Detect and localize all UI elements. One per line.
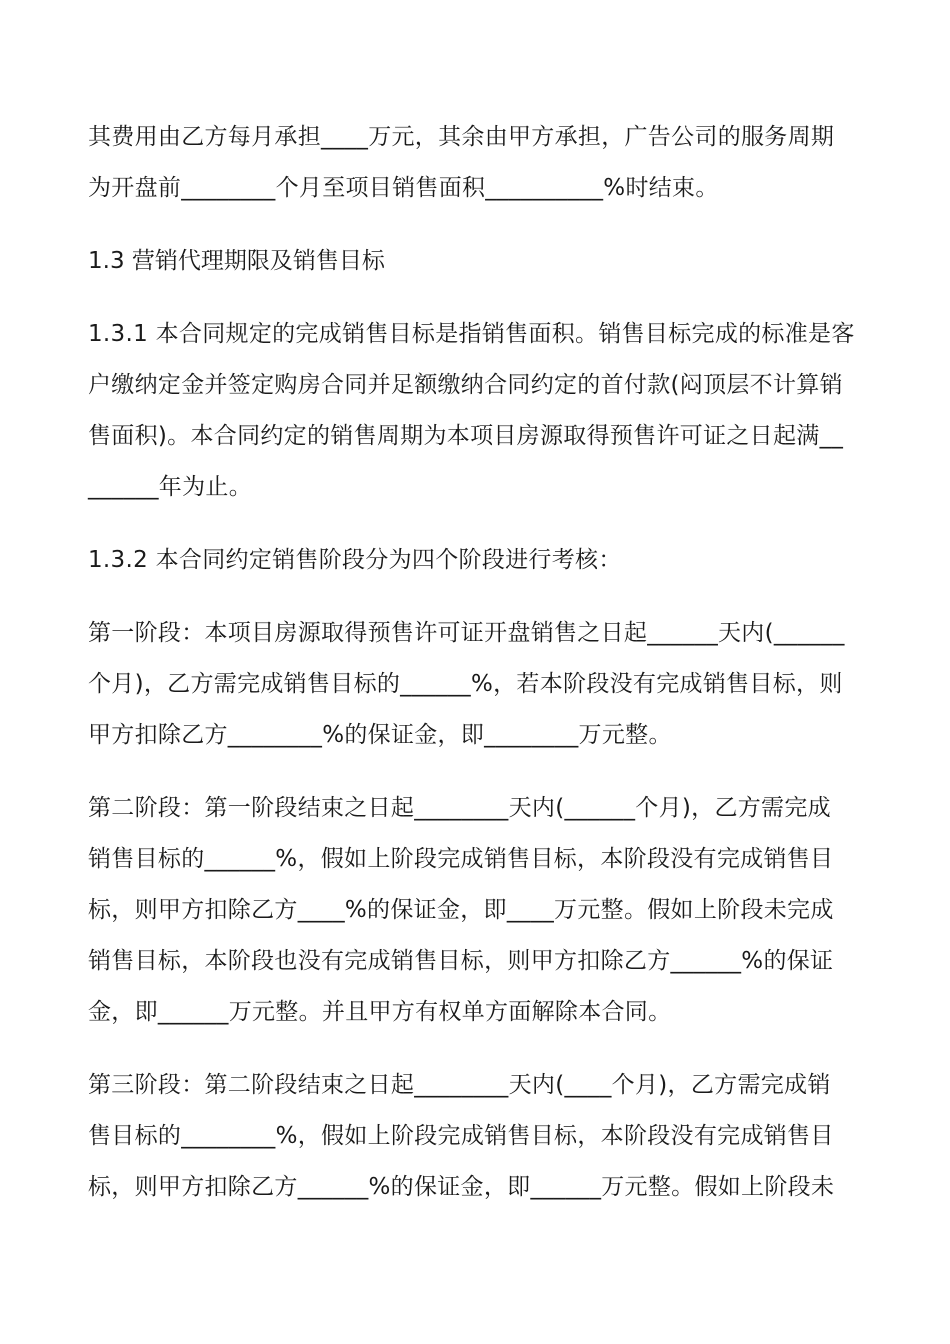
- paragraph-stage-2: [88, 783, 868, 1038]
- heading-text: 1.3 营销代理期限及销售目标: [88, 248, 385, 274]
- text-line: 标，则甲方扣除乙方______%的保证金，即______万元整。假如上阶段未: [88, 1174, 835, 1200]
- text-line: 售目标的________%，假如上阶段完成销售目标，本阶段没有完成销售目: [88, 1123, 834, 1149]
- text-line: 销售目标，本阶段也没有完成销售目标，则甲方扣除乙方______%的保证: [88, 948, 834, 974]
- text-line: 第三阶段：第二阶段结束之日起________天内(____个月)，乙方需完成销: [88, 1072, 831, 1098]
- paragraph-stage-1: [88, 608, 868, 761]
- text-line: 甲方扣除乙方________%的保证金，即________万元整。: [88, 722, 672, 748]
- paragraph-1-3-1: [88, 309, 868, 513]
- text-line: 其费用由乙方每月承担____万元，其余由甲方承担，广告公司的服务周期: [88, 124, 835, 150]
- text-line: 第一阶段：本项目房源取得预售许可证开盘销售之日起______天内(______: [88, 620, 845, 646]
- text-line: 标，则甲方扣除乙方____%的保证金，即____万元整。假如上阶段未完成: [88, 897, 834, 923]
- text-line: 售面积)。本合同约定的销售周期为本项目房源取得预售许可证之日起满__: [88, 423, 844, 449]
- text-line: 1.3.2 本合同约定销售阶段分为四个阶段进行考核：: [88, 547, 622, 573]
- text-line: ______年为止。: [88, 474, 252, 500]
- paragraph-stage-3: [88, 1060, 868, 1213]
- paragraph-1-3-2: [88, 535, 868, 586]
- text-line: 户缴纳定金并签定购房合同并足额缴纳合同约定的首付款(闷顶层不计算销: [88, 372, 843, 398]
- text-line: 金，即______万元整。并且甲方有权单方面解除本合同。: [88, 999, 672, 1025]
- section-heading-1-3: [88, 236, 868, 287]
- text-line: 第二阶段：第一阶段结束之日起________天内(______个月)，乙方需完成: [88, 795, 831, 821]
- text-line: 1.3.1 本合同规定的完成销售目标是指销售面积。销售目标完成的标准是客: [88, 321, 855, 347]
- text-line: 销售目标的______%，假如上阶段完成销售目标，本阶段没有完成销售目: [88, 846, 834, 872]
- paragraph-ad-fee: [88, 112, 868, 214]
- text-line: 为开盘前________个月至项目销售面积__________%时结束。: [88, 175, 719, 201]
- text-line: 个月)，乙方需完成销售目标的______%，若本阶段没有完成销售目标，则: [88, 671, 843, 697]
- document-page: [88, 112, 868, 1235]
